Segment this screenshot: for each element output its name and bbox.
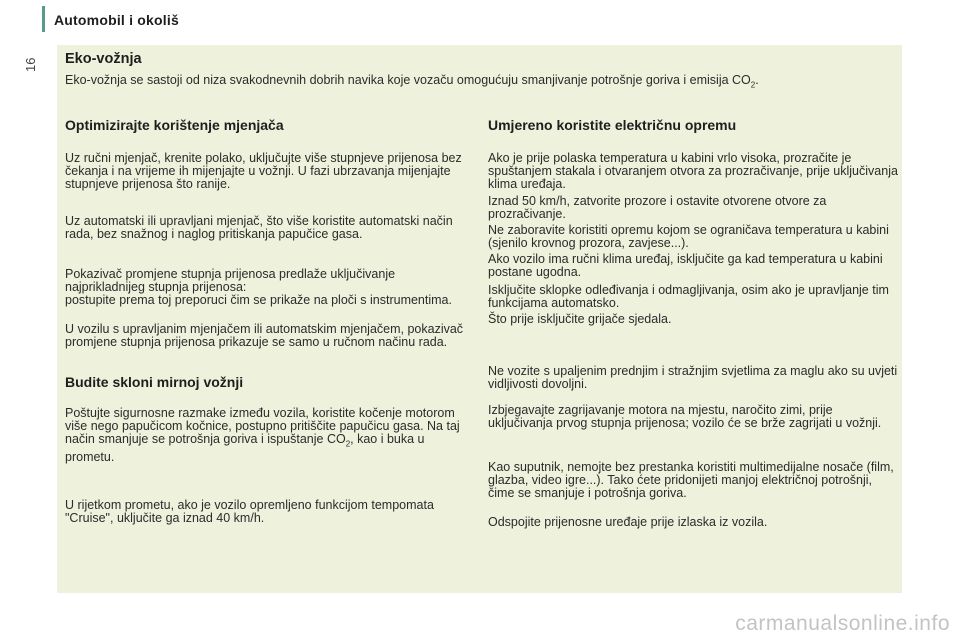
gearbox-paragraph-1: Uz ručni mjenjač, krenite polako, uključujte više stupnjeve prijenosa bez čekanja i na vrijeme ih mijenjajte u vožnji. U fazi ubrzavanja mijenjajte stupnjeve prijenosa što ranije. bbox=[65, 151, 462, 191]
electric-paragraph-2: Iznad 50 km/h, zatvorite prozore i ostavite otvorene otvore za prozračivanje. bbox=[488, 194, 827, 221]
calm-driving-heading: Budite skloni mirnoj vožnji bbox=[65, 374, 244, 390]
electric-paragraph-5: Isključite sklopke odleđivanja i odmagljivanja, osim ako je upravljanje tim funkcijama automatsko. bbox=[488, 283, 889, 310]
eco-driving-intro: Eko-vožnja se sastoji od niza svakodnevnih dobrih navika koje vozaču omogućuju smanjivanje potrošnje goriva i emisija $CO_2$. bbox=[65, 73, 759, 90]
calm-driving-paragraph-1: Poštujte sigurnosne razmake između vozila, koristite kočenje motorom više nego papučicom kočnice, postupno pritiščite papučicu gasa. Na taj način smanjuje se potrošnja goriva i ispuštanje $CO_2$, kao i buka u prometu. bbox=[65, 406, 460, 464]
electric-paragraph-1: Ako je prije polaska temperatura u kabini vrlo visoka, prozračite je spuštanjem stakala i otvaranjem otvora za prozračivanje, prije uključivanja klima uređaja. bbox=[488, 151, 898, 191]
electric-paragraph-9: Kao suputnik, nemojte bez prestanka koristiti multimedijalne nosače (film, glazba, video igre...). Tako ćete pridonijeti manjoj električnoj potrošnji, čime se smanjuje i potrošnja goriva. bbox=[488, 460, 894, 500]
electric-paragraph-8: Izbjegavajte zagrijavanje motora na mjestu, naročito zimi, prije uključivanja prvog stupnja prijenosa; vozilo će se brže zagrijati u vožnji. bbox=[488, 403, 882, 430]
watermark: carmanualsonline.info bbox=[735, 612, 950, 635]
electric-paragraph-6: Što prije isključite grijače sjedala. bbox=[488, 312, 672, 326]
page-number: 16 bbox=[23, 57, 38, 72]
electric-paragraph-7: Ne vozite s upaljenim prednjim i stražnjim svjetlima za maglu ako su uvjeti vidljivosti dovoljni. bbox=[488, 364, 898, 391]
gearbox-paragraph-2: Uz automatski ili upravljani mjenjač, što više koristite automatski način rada, bez snažnog i naglog pritiskanja papučice gasa. bbox=[65, 214, 453, 241]
electric-paragraph-4: Ako vozilo ima ručni klima uređaj, isključite ga kad temperatura u kabini postane ugodna. bbox=[488, 252, 883, 279]
eco-driving-title: Eko-vožnja bbox=[65, 51, 142, 67]
calm-driving-paragraph-2: U rijetkom prometu, ako je vozilo opremljeno funkcijom tempomata "Cruise", uključite ga iznad 40 km/h. bbox=[65, 498, 434, 525]
electric-paragraph-3: Ne zaboravite koristiti opremu kojom se ograničava temperatura u kabini (sjenilo krovnog prozora, zavjese...). bbox=[488, 223, 889, 250]
electric-paragraph-10: Odspojite prijenosne uređaje prije izlaska iz vozila. bbox=[488, 515, 768, 529]
gearbox-paragraph-3: Pokazivač promjene stupnja prijenosa predlaže uključivanje najprikladnijeg stupnja prijenosa: postupite prema toj preporuci čim se prikaže na ploči s instrumentima. bbox=[65, 267, 452, 307]
gearbox-heading: Optimizirajte korištenje mjenjača bbox=[65, 117, 284, 133]
gearbox-paragraph-4: U vozilu s upravljanim mjenjačem ili automatskim mjenjačem, pokazivač promjene stupnja prijenosa prikazuje se samo u ručnom načinu rada. bbox=[65, 322, 464, 349]
section-title: Automobil i okoliš bbox=[54, 12, 179, 28]
section-tab-marker bbox=[42, 6, 45, 32]
electric-equipment-heading: Umjereno koristite električnu opremu bbox=[488, 117, 737, 133]
